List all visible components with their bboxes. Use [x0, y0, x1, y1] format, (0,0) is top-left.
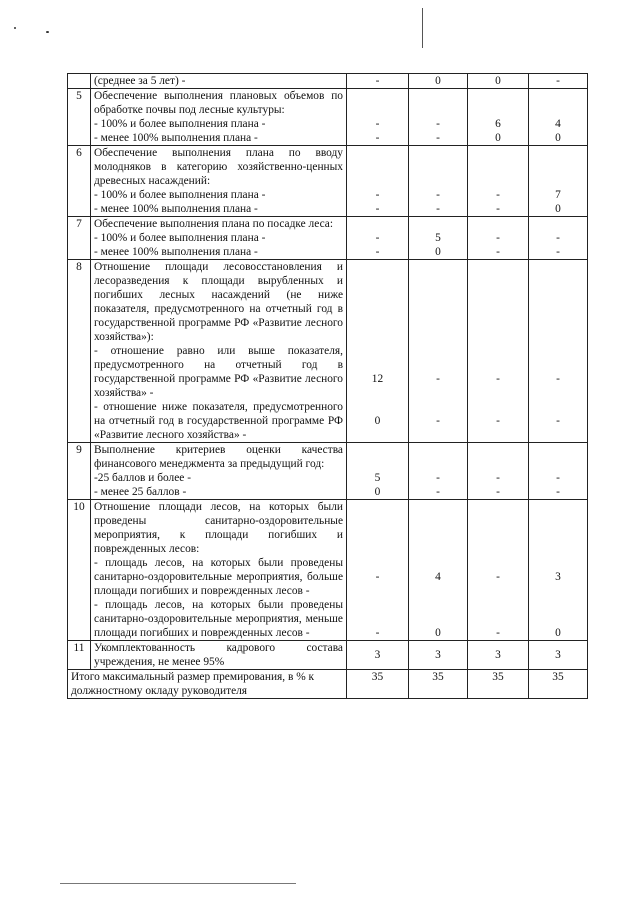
- value: -: [436, 132, 440, 144]
- value: -: [496, 472, 500, 484]
- criterion-heading: Выполнение критериев оценки качества финансового менеджмента за предыдущий год:: [94, 444, 343, 470]
- total-row: [68, 670, 588, 699]
- criterion-item: - менее 100% выполнения плана -: [94, 132, 258, 144]
- value: 5: [374, 472, 381, 484]
- value-cell: [529, 146, 588, 217]
- criterion-heading: Обеспечение выполнения плана по посадке леса:: [94, 218, 333, 230]
- value: 5: [435, 232, 441, 244]
- criterion-item: - отношение равно или выше показателя, предусмотренного на отчетный год в государственной программе РФ «Развитие лесного хозяйства» -: [94, 345, 343, 399]
- bonus-criteria-table: [67, 73, 588, 699]
- value-cell: [529, 500, 588, 641]
- row-description: Укомплектованность кадрового состава учреждения, не менее 95%: [91, 641, 347, 670]
- value-cell: [409, 217, 468, 260]
- row-number: 6: [68, 146, 91, 217]
- row-description: [91, 74, 347, 89]
- value-cell: [529, 443, 588, 500]
- total-value: 35: [409, 670, 468, 699]
- value-cell: 3: [347, 641, 409, 670]
- value: -: [556, 232, 560, 244]
- value-cell: -: [529, 74, 588, 89]
- value-cell: -: [347, 74, 409, 89]
- criterion-item: -25 баллов и более -: [94, 472, 191, 484]
- value-cell: [409, 500, 468, 641]
- table-row: [68, 641, 588, 670]
- value: -: [496, 189, 500, 201]
- value-cell: [409, 146, 468, 217]
- value-cell: [409, 89, 468, 146]
- total-label: Итого максимальный размер премирования, в % к должностному окладу руководителя: [68, 670, 347, 699]
- value: -: [496, 246, 500, 258]
- value-cell: 3: [529, 641, 588, 670]
- total-value: 35: [468, 670, 529, 699]
- value-cell: [347, 146, 409, 217]
- value: -: [556, 246, 560, 258]
- value-cell: [468, 260, 529, 443]
- value: 7: [555, 189, 561, 201]
- criterion-heading: Отношение площади лесовосстановления и лесоразведения к площади вырубленных и погибших лесных насаждений (не ниже показателя, предусмотренного на отчетный год в государственной программе РФ «Развитие лесного хозяйства»):: [94, 261, 343, 343]
- value-cell: [468, 146, 529, 217]
- criterion-item: - 100% и более выполнения плана -: [94, 232, 266, 244]
- value-cell: [347, 500, 409, 641]
- scan-mark-line: [422, 8, 423, 48]
- criterion-heading: Обеспечение выполнения плана по вводу молодняков в категорию хозяйственно-ценных древесных насаждений:: [94, 147, 343, 187]
- value-cell: [468, 217, 529, 260]
- criterion-item: - менее 100% выполнения плана -: [94, 203, 258, 215]
- value-cell: 3: [409, 641, 468, 670]
- value-cell: [468, 500, 529, 641]
- criterion-text: (среднее за 5 лет) -: [94, 75, 186, 87]
- criterion-item: - 100% и более выполнения плана -: [94, 118, 266, 130]
- criterion-item: - менее 25 баллов -: [94, 486, 187, 498]
- value-cell: [347, 260, 409, 443]
- row-number: 5: [68, 89, 91, 146]
- value: -: [436, 415, 440, 427]
- value: 12: [371, 373, 384, 385]
- value: -: [375, 571, 380, 583]
- value: -: [496, 373, 500, 385]
- value: 0: [435, 246, 441, 258]
- scan-speck: [14, 27, 16, 29]
- value: -: [375, 203, 380, 215]
- criterion-heading: Обеспечение выполнения плановых объемов по обработке почвы под лесные культуры:: [94, 90, 343, 116]
- value: -: [436, 472, 440, 484]
- value: 0: [374, 415, 381, 427]
- value: -: [375, 118, 380, 130]
- value: 0: [555, 203, 561, 215]
- value: 4: [435, 571, 441, 583]
- row-description: [91, 443, 347, 500]
- value-cell: [529, 89, 588, 146]
- row-description: [91, 260, 347, 443]
- value: -: [496, 203, 500, 215]
- value: -: [496, 232, 500, 244]
- criterion-heading: Отношение площади лесов, на которых были проведены санитарно-оздоровительные мероприятия, к площади погибших и поврежденных лесов:: [94, 501, 343, 555]
- value-cell: [347, 443, 409, 500]
- value-cell: [409, 443, 468, 500]
- value: -: [436, 203, 440, 215]
- row-description: [91, 500, 347, 641]
- value: 0: [374, 486, 381, 498]
- table-row: [68, 443, 588, 500]
- value-cell: [468, 443, 529, 500]
- value: 0: [495, 132, 501, 144]
- table-row: [68, 89, 588, 146]
- footnote-rule: [60, 883, 296, 884]
- row-number: 7: [68, 217, 91, 260]
- scan-speck: [46, 31, 49, 33]
- criterion-item: - отношение ниже показателя, предусмотренного на отчетный год в государственной программе РФ «Развитие лесного хозяйства» -: [94, 401, 343, 441]
- value: 6: [495, 118, 501, 130]
- row-number: [68, 74, 91, 89]
- value: -: [556, 472, 560, 484]
- row-number: 10: [68, 500, 91, 641]
- value-cell: [468, 89, 529, 146]
- value-cell: [529, 217, 588, 260]
- value: -: [436, 118, 440, 130]
- value: 0: [555, 627, 561, 639]
- value-cell: [529, 260, 588, 443]
- table-row: [68, 500, 588, 641]
- value: -: [375, 189, 380, 201]
- value-cell: 3: [468, 641, 529, 670]
- criterion-item: - площадь лесов, на которых были проведены санитарно-оздоровительные мероприятия, меньше площади погибших и поврежденных лесов -: [94, 599, 343, 639]
- value: 0: [435, 627, 441, 639]
- value: -: [375, 232, 380, 244]
- total-value: 35: [347, 670, 409, 699]
- value: -: [496, 415, 500, 427]
- criterion-item: - менее 100% выполнения плана -: [94, 246, 258, 258]
- table-row: [68, 74, 588, 89]
- value-cell: [347, 217, 409, 260]
- row-description: [91, 146, 347, 217]
- row-description: [91, 89, 347, 146]
- value: -: [436, 189, 440, 201]
- value: 0: [555, 132, 561, 144]
- criterion-item: - площадь лесов, на которых были проведены санитарно-оздоровительные мероприятия, больше площади погибших и поврежденных лесов -: [94, 557, 343, 597]
- row-number: 9: [68, 443, 91, 500]
- row-number: 11: [68, 641, 91, 670]
- value: -: [436, 486, 440, 498]
- value: -: [556, 415, 560, 427]
- table-row: [68, 260, 588, 443]
- value: -: [556, 373, 560, 385]
- value: -: [496, 486, 500, 498]
- value-cell: [409, 260, 468, 443]
- total-value: 35: [529, 670, 588, 699]
- value: -: [496, 627, 500, 639]
- value: 4: [555, 118, 561, 130]
- value: -: [556, 486, 560, 498]
- value-cell: [347, 89, 409, 146]
- criterion-item: - 100% и более выполнения плана -: [94, 189, 266, 201]
- value: -: [375, 246, 380, 258]
- table-row: [68, 146, 588, 217]
- value: -: [375, 132, 380, 144]
- row-number: 8: [68, 260, 91, 443]
- value: -: [496, 571, 500, 583]
- value-cell: 0: [468, 74, 529, 89]
- value: 3: [555, 571, 561, 583]
- row-description: [91, 217, 347, 260]
- value: -: [436, 373, 440, 385]
- table-row: [68, 217, 588, 260]
- value: -: [375, 627, 380, 639]
- value-cell: 0: [409, 74, 468, 89]
